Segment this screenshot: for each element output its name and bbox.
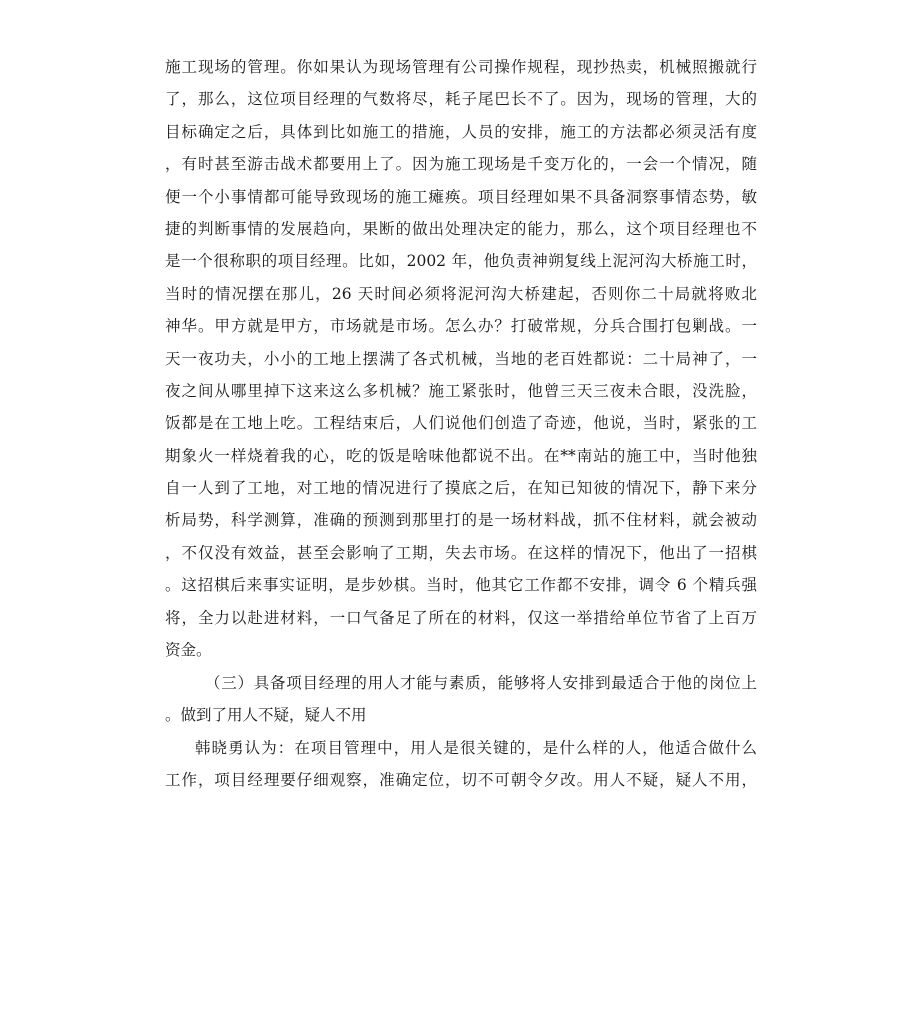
text-line: 夜之间从哪里掉下这来这么多机械？施工紧张时，他曾三天三夜未合眼，没洗脸， xyxy=(165,381,757,400)
text-line: 捷的判断事情的发展趋向，果断的做出处理决定的能力，那么，这个项目经理也不 xyxy=(165,219,757,238)
text-line: 工作，项目经理要仔细观察，准确定位，切不可朝令夕改。用人不疑，疑人不用， xyxy=(165,771,757,790)
text-line: 析局势，科学测算，准确的预测到那里打的是一场材料战，抓不住材料，就会被动 xyxy=(165,511,757,530)
text-line: 资金。 xyxy=(165,641,212,660)
text-line: 当时的情况摆在那儿，26 天时间必须将泥河沟大桥建起，否则你二十局就将败北 xyxy=(165,284,757,303)
heading-line: 。做到了用人不疑，疑人不用 xyxy=(165,706,367,725)
body-paragraph-1 xyxy=(165,51,757,666)
text-line: ，不仅没有效益，甚至会影响了工期，失去市场。在这样的情况下，他出了一招棋 xyxy=(165,543,757,562)
text-line: 天一夜功夫，小小的工地上摆满了各式机械，当地的老百姓都说：二十局神了，一 xyxy=(165,349,757,368)
text-line: 了，那么，这位项目经理的气数将尽，耗子尾巴长不了。因为，现场的管理，大的 xyxy=(165,90,757,109)
text-line: 是一个很称职的项目经理。比如，2002 年，他负责神朔复线上泥河沟大桥施工时， xyxy=(165,252,757,271)
text-line: 期象火一样烧着我的心，吃的饭是啥味他都说不出。在**南站的施工中，当时他独 xyxy=(165,446,757,465)
text-line: 。这招棋后来事实证明，是步妙棋。当时，他其它工作都不安排，调令 6 个精兵强 xyxy=(165,576,757,595)
text-line: 自一人到了工地，对工地的情况进行了摸底之后，在知已知彼的情况下，静下来分 xyxy=(165,479,757,498)
text-line: 饭都是在工地上吃。工程结束后，人们说他们创造了奇迹，他说，当时，紧张的工 xyxy=(165,414,757,433)
text-line: 韩晓勇认为：在项目管理中，用人是很关键的，是什么样的人，他适合做什么 xyxy=(195,739,757,757)
text-line: 目标确定之后，具体到比如施工的措施，人员的安排，施工的方法都必须灵活有度 xyxy=(165,122,757,141)
section-heading-3 xyxy=(165,667,757,732)
text-line: ，有时甚至游击战术都要用上了。因为施工现场是千变万化的，一会一个情况，随 xyxy=(165,155,757,174)
text-line: 施工现场的管理。你如果认为现场管理有公司操作规程，现抄热卖，机械照搬就行 xyxy=(165,58,757,76)
heading-line: （三）具备项目经理的用人才能与素质，能够将人安排到最适合于他的岗位上 xyxy=(205,674,757,692)
text-line: 将，全力以赴进材料，一口气备足了所在的材料，仅这一举措给单位节省了上百万 xyxy=(165,608,757,627)
text-line: 神华。甲方就是甲方，市场就是市场。怎么办？打破常规，分兵合围打包剿战。一 xyxy=(165,317,757,336)
body-paragraph-2 xyxy=(165,732,757,797)
text-line: 便一个小事情都可能导致现场的施工瘫痪。项目经理如果不具备洞察事情态势，敏 xyxy=(165,187,757,206)
